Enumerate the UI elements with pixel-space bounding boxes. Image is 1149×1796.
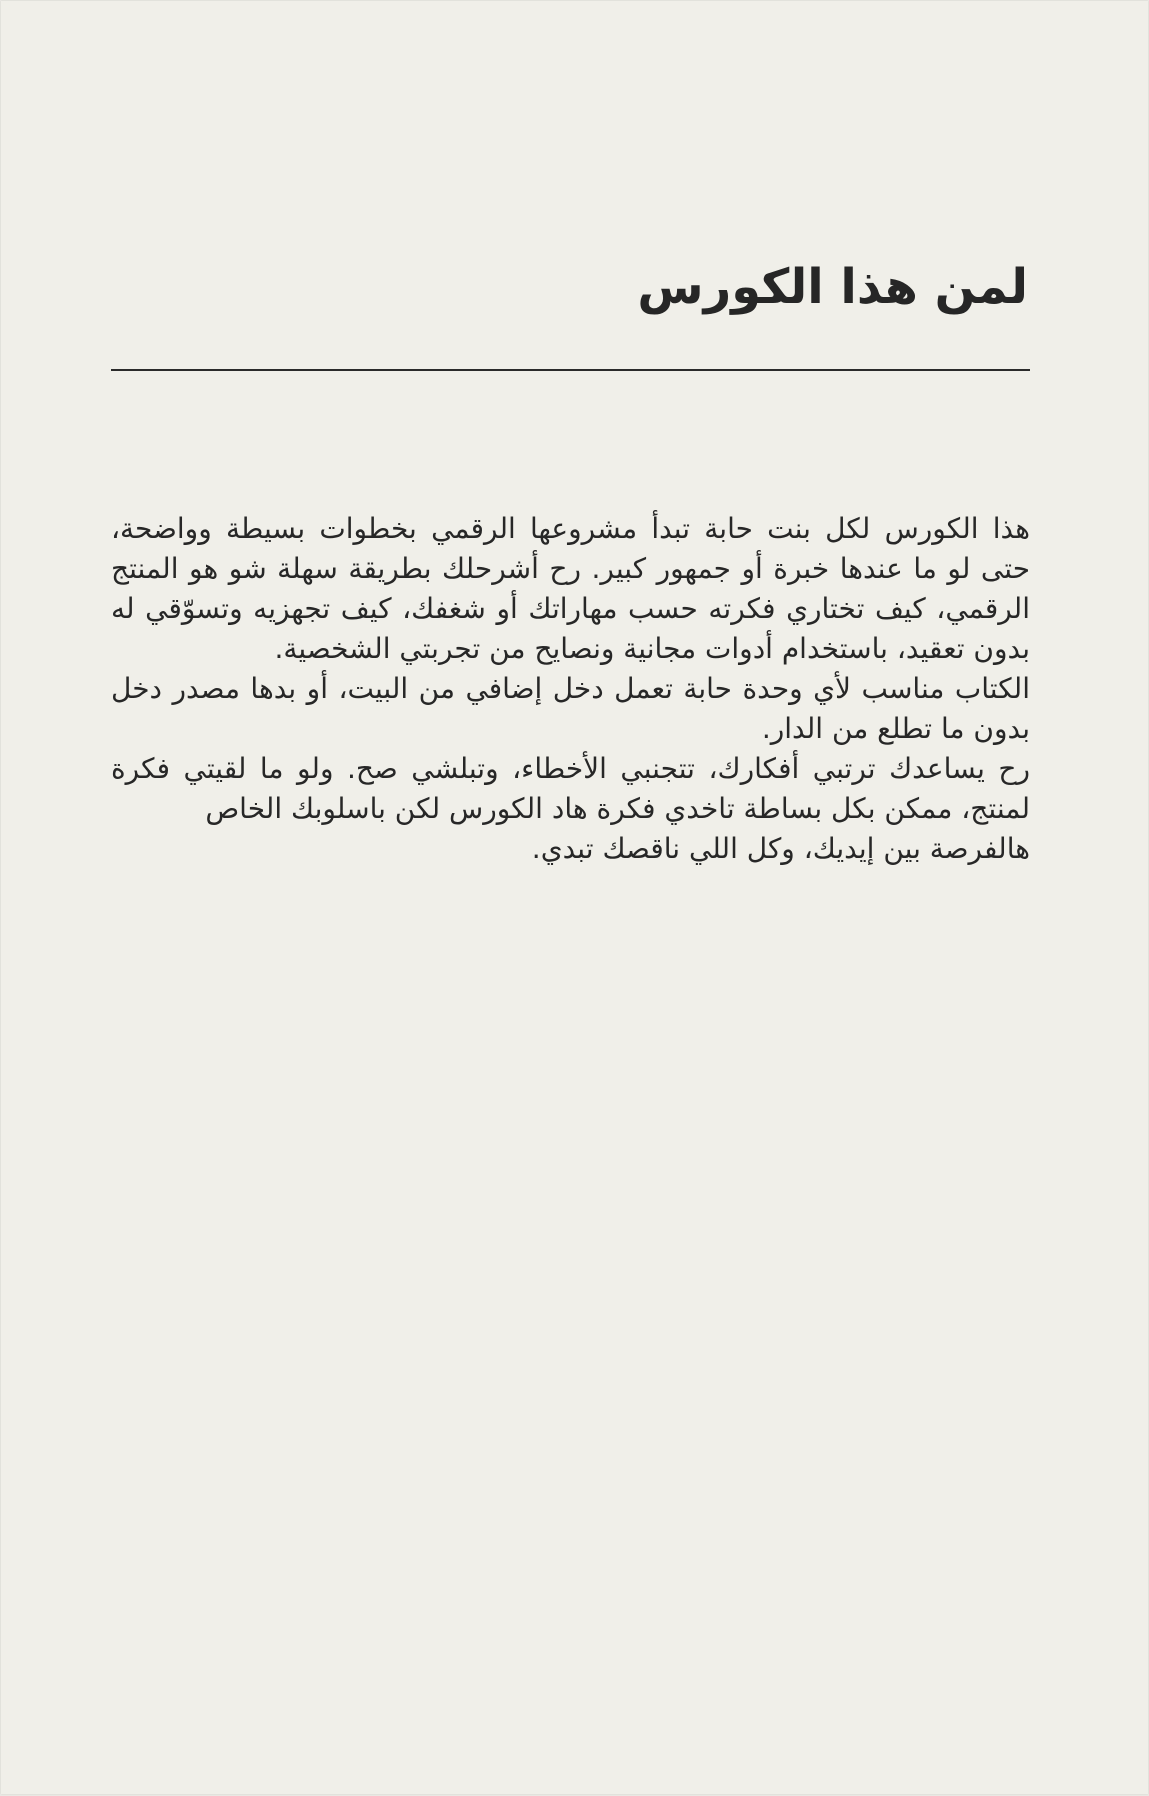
document-page (1, 1, 1148, 1794)
paragraph-help: رح يساعدك ترتبي أفكارك، تتجنبي الأخطاء، وتبلشي صح. ولو ما لقيتي فكرة لمنتج، ممكن بكل بساطة تاخدي فكرة هاد الكورس لكن باسلوبك الخاص (111, 752, 1030, 825)
paragraph-closing: هالفرصة بين إيديك، وكل اللي ناقصك تبدي. (531, 832, 1030, 865)
paragraph-audience: الكتاب مناسب لأي وحدة حابة تعمل دخل إضافي من البيت، أو بدها مصدر دخل بدون ما تطلع من الدار. (111, 672, 1030, 745)
page-title: لمن هذا الكورس (637, 259, 1028, 315)
title-divider (111, 369, 1030, 371)
paragraph-intro: هذا الكورس لكل بنت حابة تبدأ مشروعها الرقمي بخطوات بسيطة وواضحة، حتى لو ما عندها خبرة أو جمهور كبير. رح أشرحلك بطريقة سهلة شو هو المنتج الرقمي، كيف تختاري فكرته حسب مهاراتك أو شغفك، كيف تجهزيه وتسوّقي له بدون تعقيد، باستخدام أدوات مجانية ونصايح من تجربتي الشخصية. (111, 512, 1030, 665)
body-text (111, 509, 1030, 869)
